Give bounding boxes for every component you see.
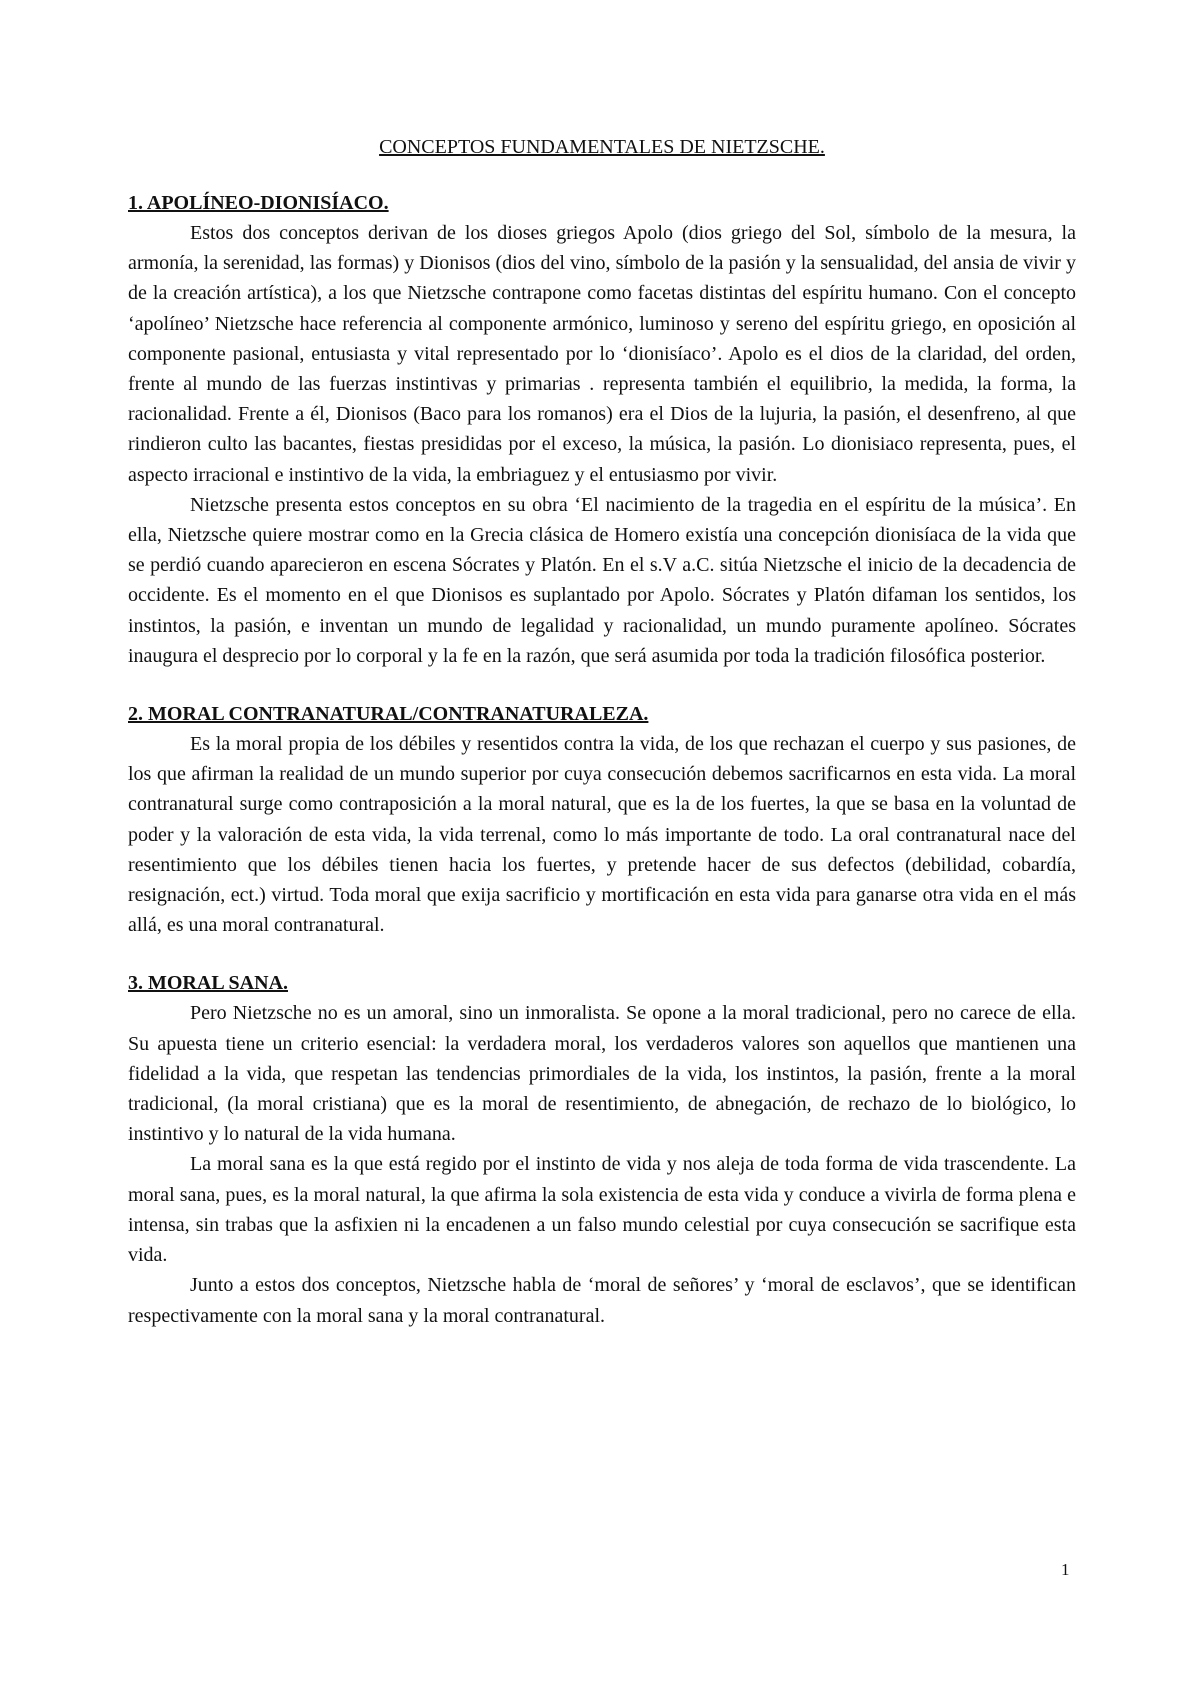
section-heading: 2. MORAL CONTRANATURAL/CONTRANATURALEZA. [128, 703, 649, 726]
section-moral-sana [128, 968, 1076, 1330]
paragraph: Nietzsche presenta estos conceptos en su obra ‘El nacimiento de la tragedia en el espíritu de la música’. En ella, Nietzsche quiere mostrar como en la Grecia clásica de Homero existía una concepción dionisíaca de la vida que se perdió cuando aparecieron en escena Sócrates y Platón. En el s.V a.C. sitúa Nietzsche el inicio de la decadencia de occidente. Es el momento en el que Dionisos es suplantado por Apolo. Sócrates y Platón difaman los sentidos, los instintos, la pasión, e inventan un mundo de legalidad y racionalidad, un mundo puramente apolíneo. Sócrates inaugura el desprecio por lo corporal y la fe en la razón, que será asumida por toda la tradición filosófica posterior. [128, 493, 1076, 667]
section-moral-contranatural [128, 699, 1076, 940]
section-apolineo-dionisiaco [128, 188, 1076, 671]
paragraph: Estos dos conceptos derivan de los dioses griegos Apolo (dios griego del Sol, símbolo de la mesura, la armonía, la serenidad, las formas) y Dionisos (dios del vino, símbolo de la pasión y la sensualidad, del ansia de vivir y de la creación artística), a los que Nietzsche contrapone como facetas distintas del espíritu humano. Con el concepto ‘apolíneo’ Nietzsche hace referencia al componente armónico, luminoso y sereno del espíritu griego, en oposición al componente pasional, entusiasta y vital representado por lo ‘dionisíaco’. Apolo es el dios de la claridad, del orden, frente al mundo de las fuerzas instintivas y primarias . representa también el equilibrio, la medida, la forma, la racionalidad. Frente a él, Dionisos (Baco para los romanos) era el Dios de la lujuria, la pasión, el desenfreno, al que rindieron culto las bacantes, fiestas presididas por el exceso, la música, la pasión. Lo dionisiaco representa, pues, el aspecto irracional e instintivo de la vida, la embriaguez y el entusiasmo por vivir. [128, 222, 1076, 486]
page-number: 1 [1061, 1560, 1070, 1579]
paragraph: Junto a estos dos conceptos, Nietzsche habla de ‘moral de señores’ y ‘moral de esclavos’, que se identifican respectivamente con la moral sana y la moral contranatural. [128, 1274, 1076, 1327]
section-heading: 1. APOLÍNEO-DIONISÍACO. [128, 192, 389, 214]
paragraph: Es la moral propia de los débiles y resentidos contra la vida, de los que rechazan el cuerpo y sus pasiones, de los que afirman la realidad de un mundo superior por cuya consecución debemos sacrificarnos en esta vida. La moral contranatural surge como contraposición a la moral natural, que es la de los fuertes, la que se basa en la voluntad de poder y la valoración de esta vida, la vida terrenal, como lo más importante de todo. La oral contranatural nace del resentimiento que los débiles tienen hacia los fuertes, y pretende hacer de sus defectos (debilidad, cobardía, resignación, ect.) virtud. Toda moral que exija sacrificio y mortificación en esta vida para ganarse otra vida en el más allá, es una moral contranatural. [128, 733, 1076, 937]
document-title: CONCEPTOS FUNDAMENTALES DE NIETZSCHE. [379, 136, 825, 158]
paragraph: La moral sana es la que está regido por el instinto de vida y nos aleja de toda forma de vida trascendente. La moral sana, pues, es la moral natural, la que afirma la sola existencia de esta vida y conduce a vivirla de forma plena e intensa, sin trabas que la asfixien ni la encadenen a un falso mundo celestial por cuya consecución se sacrifique esta vida. [128, 1153, 1076, 1267]
paragraph: Pero Nietzsche no es un amoral, sino un inmoralista. Se opone a la moral tradicional, pero no carece de ella. Su apuesta tiene un criterio esencial: la verdadera moral, los verdaderos valores son aquellos que mantienen una fidelidad a la vida, que respetan las tendencias primordiales de la vida, los instintos, la pasión, frente a la moral tradicional, (la moral cristiana) que es la moral de resentimiento, de abnegación, de rechazo de lo biológico, lo instintivo y lo natural de la vida humana. [128, 1002, 1076, 1146]
document-body [128, 132, 1076, 1359]
section-heading: 3. MORAL SANA. [128, 972, 289, 995]
